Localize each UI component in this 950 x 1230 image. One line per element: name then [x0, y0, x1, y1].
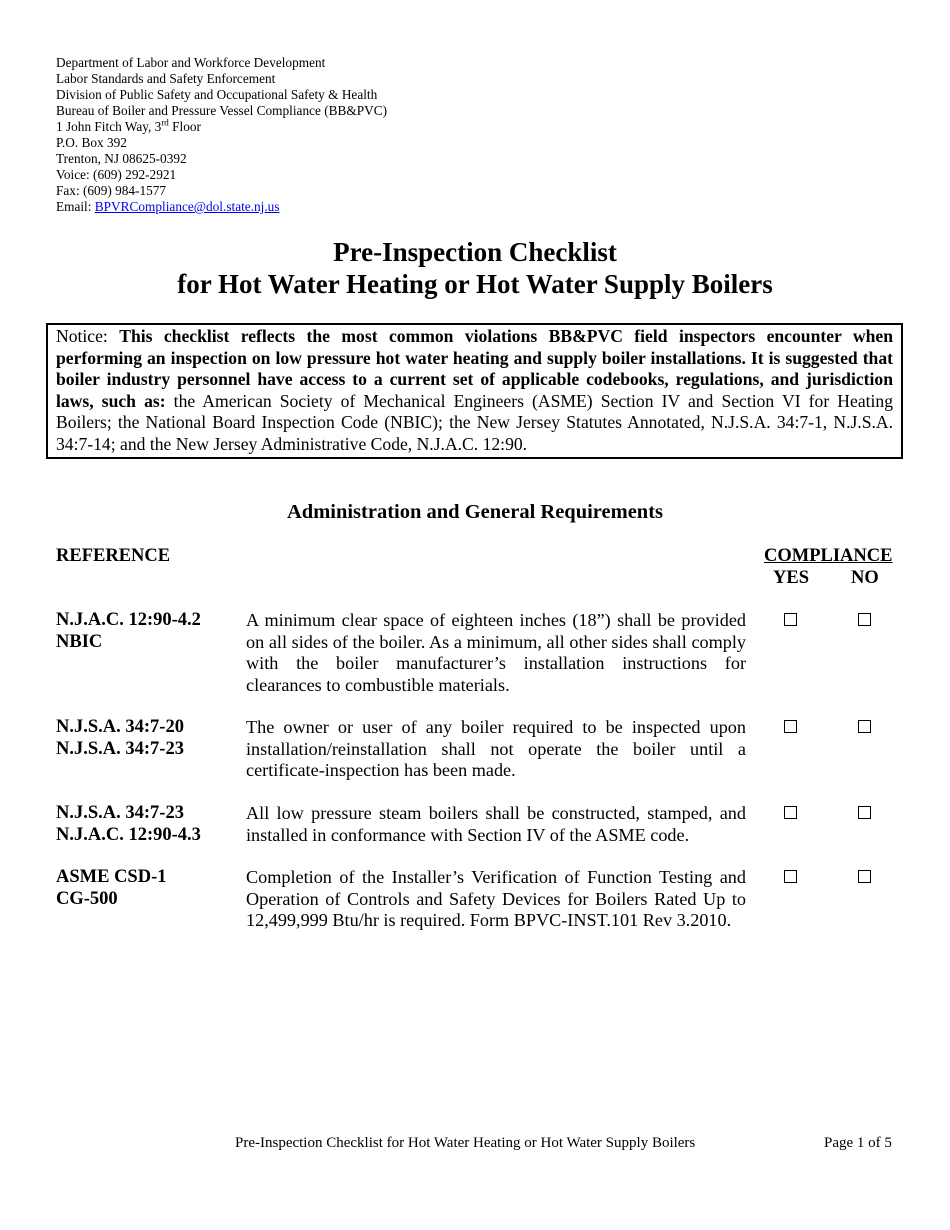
notice-box	[46, 323, 903, 459]
street-prefix: 1 John Fitch Way, 3	[56, 119, 162, 134]
yes-checkbox[interactable]	[784, 720, 797, 733]
title-line-1: Pre-Inspection Checklist	[333, 237, 617, 267]
yes-column-header: YES	[773, 568, 809, 588]
reference-line-1: N.J.S.A. 34:7-20	[56, 717, 184, 737]
reference-line-1: N.J.S.A. 34:7-23	[56, 803, 184, 823]
division-line: Division of Public Safety and Occupational Safety & Health	[56, 87, 378, 102]
no-checkbox[interactable]	[858, 613, 871, 626]
department-line: Department of Labor and Workforce Development	[56, 55, 326, 70]
row-description: All low pressure steam boilers shall be constructed, stamped, and installed in conformance with Section IV of the ASME code.	[246, 803, 746, 845]
no-checkbox[interactable]	[858, 720, 871, 733]
street-ordinal-suffix: rd	[161, 117, 169, 128]
no-column-header: NO	[851, 568, 879, 588]
fax-line: Fax: (609) 984-1577	[56, 183, 167, 198]
row-description: Completion of the Installer’s Verification of Function Testing and Operation of Controls and Safety Devices for Boilers Rated Up to 12,499,999 Btu/hr is required. Form BPVC-INST.101 Rev 3.2010.	[246, 867, 746, 930]
email-label: Email:	[56, 199, 95, 214]
reference-line-2: N.J.A.C. 12:90-4.3	[56, 824, 201, 845]
row-description: A minimum clear space of eighteen inches (18”) shall be provided on all sides of the boiler. As a minimum, all other sides shall comply with the boiler manufacturer’s installation instructions for clearances to combustible materials.	[246, 610, 746, 695]
footer-title: Pre-Inspection Checklist for Hot Water Heating or Hot Water Supply Boilers	[235, 1135, 696, 1151]
yes-checkbox[interactable]	[784, 806, 797, 819]
row-reference	[56, 867, 167, 910]
compliance-column-header: COMPLIANCE	[764, 546, 893, 566]
page-title	[0, 236, 950, 300]
row-description: The owner or user of any boiler required to be inspected upon installation/reinstallation shall not operate the boiler until a certificate-inspection has been made.	[246, 717, 746, 780]
title-line-2: for Hot Water Heating or Hot Water Supply Boilers	[177, 269, 773, 299]
reference-line-1: ASME CSD-1	[56, 867, 167, 887]
no-checkbox[interactable]	[858, 870, 871, 883]
row-reference	[56, 610, 201, 653]
no-checkbox[interactable]	[858, 806, 871, 819]
city-line: Trenton, NJ 08625-0392	[56, 151, 187, 166]
section-heading: Administration and General Requirements	[286, 501, 664, 523]
reference-line-2: N.J.S.A. 34:7-23	[56, 738, 184, 759]
street-line	[56, 119, 387, 135]
reference-line-1: N.J.A.C. 12:90-4.2	[56, 610, 201, 630]
notice-bold-text: This checklist reflects the most common violations BB&PVC field inspectors encounter when performing an inspection on low pressure hot water heating and supply boiler installations. It is suggested that boiler industry personnel have access to a current set of applicable codebooks, regulations, and jurisdiction laws, such as:	[56, 326, 894, 411]
street-suffix: Floor	[168, 119, 201, 134]
row-reference	[56, 717, 184, 760]
agency-line: Labor Standards and Safety Enforcement	[56, 71, 276, 86]
reference-line-2: CG-500	[56, 888, 118, 909]
page-number: Page 1 of 5	[824, 1135, 892, 1151]
bureau-line: Bureau of Boiler and Pressure Vessel Compliance (BB&PVC)	[56, 103, 388, 118]
reference-line-2: NBIC	[56, 631, 103, 652]
notice-label: Notice:	[56, 326, 120, 346]
agency-address-block	[56, 55, 387, 215]
po-box-line: P.O. Box 392	[56, 135, 127, 150]
notice-normal-text: the American Society of Mechanical Engineers (ASME) Section IV and Section VI for Heating Boilers; the National Board Inspection Code (NBIC); the New Jersey Statutes Annotated, N.J.S.A. 34:7-1, N.J.S.A. 34:7-14; and the New Jersey Administrative Code, N.J.A.C. 12:90.	[56, 390, 893, 454]
email-link[interactable]: BPVRCompliance@dol.state.nj.us	[94, 199, 280, 214]
voice-line: Voice: (609) 292-2921	[56, 167, 177, 182]
yes-checkbox[interactable]	[784, 870, 797, 883]
reference-column-header: REFERENCE	[56, 546, 171, 566]
yes-checkbox[interactable]	[784, 613, 797, 626]
row-reference	[56, 803, 201, 846]
email-line	[56, 199, 387, 215]
